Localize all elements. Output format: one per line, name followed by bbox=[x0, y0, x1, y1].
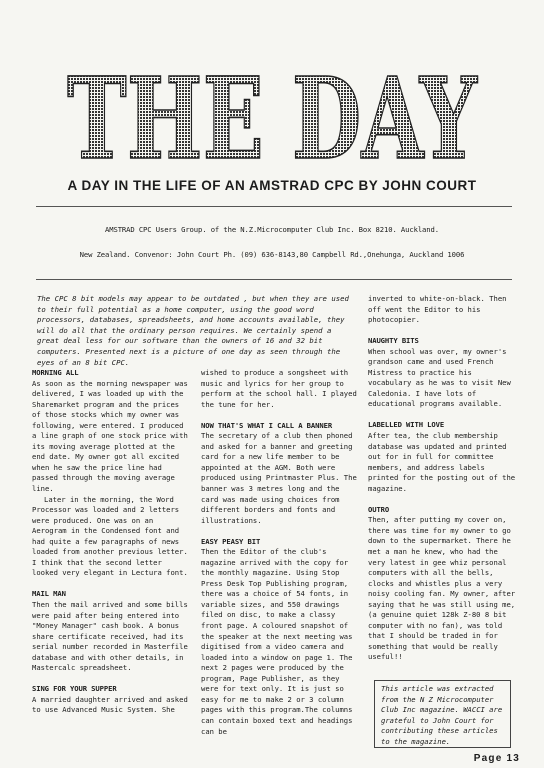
paragraph-banner: The secretary of a club then phoned and asked for a banner and greeting card for a new life member to be appointed at the AGM. Both were produced using Printmaster Plus. The banner was 3 metres long and the card was made using choices from different borders and fonts and illustrations. bbox=[201, 431, 357, 525]
credit-box: This article was extracted from the N Z Microcomputer Club Inc magazine. WACCI are grateful to John Court for contributing these articles to the magazine. bbox=[374, 680, 511, 748]
divider-top bbox=[36, 206, 512, 207]
heading-outro: OUTRO bbox=[368, 504, 390, 514]
article-subtitle: A DAY IN THE LIFE OF AN AMSTRAD CPC BY JOHN COURT bbox=[67, 178, 477, 193]
paragraph-naughty: When school was over, my owner's grandson came and used French Mistress to practice his vocabulary as he was to visit New Caledonia. I have lots of educational programs available. bbox=[368, 346, 511, 409]
paragraph-morning-2: Later in the morning, the Word Processor was loaded and 2 letters were produced. One was on an Aerogram in the Condensed font and had quite a few paragraphs of news loaded from another previous letter. I think that the second letter looked very elegant in Lectura font. bbox=[32, 494, 188, 578]
page-number: Page 13 bbox=[473, 753, 520, 764]
divider-bottom bbox=[36, 279, 512, 280]
paragraph-easy-cont: inverted to white-on-black. Then off went the Editor to his photocopier. bbox=[368, 294, 507, 325]
column-3 bbox=[368, 294, 518, 663]
info-line-2: New Zealand. Convenor: John Court Ph. (09) 636-8143,80 Campbell Rd.,Onehunga, Auckland 1006 bbox=[79, 250, 465, 259]
paragraph-labelled: After tea, the club membership database was updated and printed out for in full for committee members, and address labels printed for the posting out of the magazine. bbox=[368, 431, 516, 493]
heading-labelled: LABELLED WITH LOVE bbox=[368, 420, 445, 430]
paragraph-supper-cont: wished to produce a songsheet with music and lyrics for her group to perform at the school hall. I played the tune for her. bbox=[201, 368, 357, 409]
paragraph-easy-peasy: Then the Editor of the club's magazine arrived with the copy for the monthly magazine. Using Stop Press Desk Top Publishing program, there was a choice of 54 fonts, in variable sizes, and 550 drawings filed on disc, to make a classy front page. A coloured snapshot of the speaker at the next meeting was digitised from a video camera and loaded into a window on page 1. The next 2 pages were produced by the program, Page Publisher, as they were for text only. It is just so easy for me to make 2 or 3 column pages with this program.The columns can contain boxed text and headings can be bbox=[201, 547, 353, 736]
heading-supper: SING FOR YOUR SUPPER bbox=[32, 684, 117, 694]
info-line-1: AMSTRAD CPC Users Group. of the N.Z.Microcomputer Club Inc. Box 8210. Auckland. bbox=[105, 225, 439, 234]
column-1 bbox=[32, 368, 192, 716]
masthead-text: THE DAY bbox=[67, 60, 478, 164]
paragraph-mail: Then the mail arrived and some bills were paid after being entered into "Money Manager" cash book. A bonus share certificate received, had its serial number recorded in Masterfile database and with other details, in Mastercalc spreadsheet. bbox=[32, 599, 188, 673]
paragraph-outro: Then, after putting my cover on, there was time for my owner to go down to the supermarket. There he met a man he knew, who had the very latest in gee whiz personal computers with all the bells, clocks and whistles plus a very noisy cooling fan. My owner, after saying that he was still using me, (a genuine quiet 128k Z-80 8 bit computer with no fan), was told that I should be traded in for something that would be really useful!! bbox=[368, 515, 516, 662]
masthead-title bbox=[62, 60, 482, 164]
heading-banner: NOW THAT'S WHAT I CALL A BANNER bbox=[201, 420, 333, 430]
intro-paragraph: The CPC 8 bit models may appear to be outdated , but when they are used to their full potential as a home computer, using the good word processors, databases, spreadsheets, and home accounts available, they will do all that the ordinary person requires. We certainly spend a great deal less for our software than the owners of 16 and 32 bit computers. Presented next is a picture of one day as seen through the eyes of an 8 bit CPC. bbox=[37, 294, 349, 367]
heading-naughty-bits: NAUGHTY BITS bbox=[368, 336, 419, 346]
heading-easy-peasy: EASY PEASY BIT bbox=[201, 536, 261, 546]
masthead-logo bbox=[62, 60, 482, 164]
heading-morning-all: MORNING ALL bbox=[32, 368, 79, 377]
paragraph-morning-1: As soon as the morning newspaper was delivered, I was loaded up with the Sharemarket program and the prices of those stocks which my owner was following, were entered. I produced a line graph of one stock price with its moving average plotted at the end date. My owner got all excited when he saw the price line had passed through the moving average line. bbox=[32, 378, 188, 494]
heading-mail-man: MAIL MAN bbox=[32, 589, 66, 599]
paragraph-supper: A married daughter arrived and asked to use Advanced Music System. She bbox=[32, 694, 188, 715]
column-2 bbox=[201, 368, 359, 737]
